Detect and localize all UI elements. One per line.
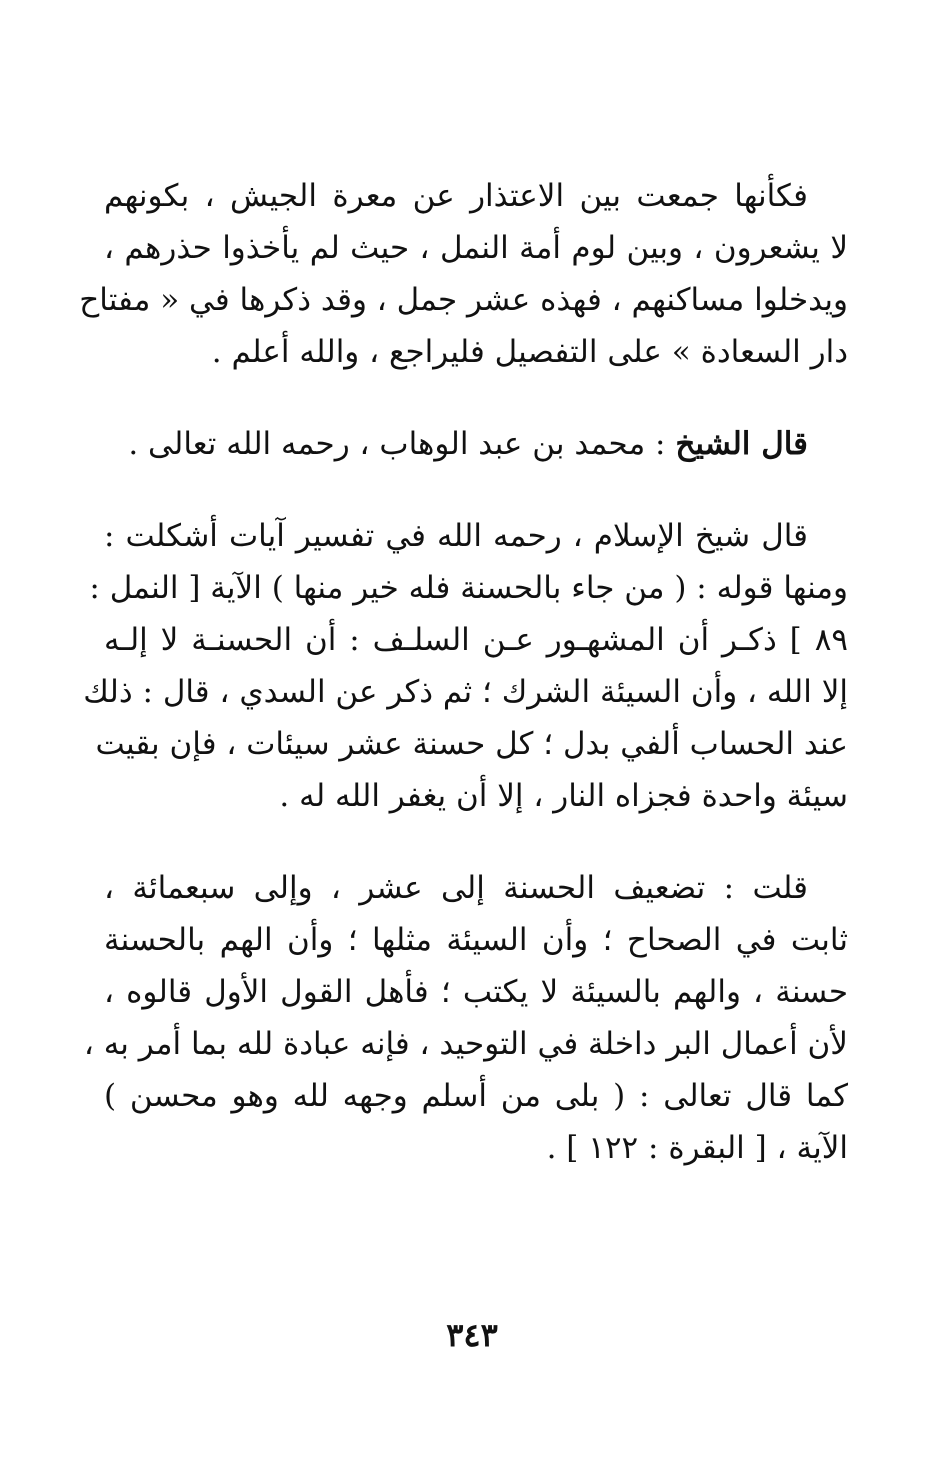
page-number: ٣٤٣	[446, 1316, 498, 1354]
text-line: الآية ، [ البقرة : ١٢٢ ] .	[546, 1130, 848, 1166]
text-line: كما قال تعالى : ( بلى من أسلم وجهه لله وهو محسن )	[104, 1078, 848, 1114]
heading-bold: قال الشيخ	[675, 426, 808, 462]
text-line: ٨٩ ] ذكـر أن المشهـور عـن السلـف : أن الحسنـة لا إلـه	[104, 622, 848, 658]
text-line: قال شيخ الإسلام ، رحمه الله في تفسير آيات أشكلت :	[104, 518, 808, 554]
text-line: عند الحساب ألفي بدل ؛ كل حسنة عشر سيئات ، فإن بقيت	[95, 726, 848, 762]
text-line: ومنها قوله : ( من جاء بالحسنة فله خير منها ) الآية [ النمل :	[89, 570, 848, 606]
text-line: سيئة واحدة فجزاه النار ، إلا أن يغفر الله له .	[279, 778, 848, 814]
text-line: قلت : تضعيف الحسنة إلى عشر ، وإلى سبعمائة ،	[104, 870, 808, 906]
text-line: لا يشعرون ، وبين لوم أمة النمل ، حيث لم يأخذوا حذرهم ،	[104, 230, 848, 266]
text-line: ثابت في الصحاح ؛ وأن السيئة مثلها ؛ وأن الهم بالحسنة	[104, 922, 848, 958]
section-heading	[104, 418, 848, 470]
paragraph-commentary	[83, 862, 848, 1174]
text-line: فكأنها جمعت بين الاعتذار عن معرة الجيش ، بكونهم	[104, 178, 808, 214]
paragraph-quotation	[83, 510, 848, 822]
page-body	[79, 170, 848, 1214]
text-line: إلا الله ، وأن السيئة الشرك ؛ ثم ذكر عن السدي ، قال : ذلك	[83, 674, 848, 710]
text-line: ويدخلوا مساكنهم ، فهذه عشر جمل ، وقد ذكرها في « مفتاح	[79, 282, 848, 318]
heading-rest: : محمد بن عبد الوهاب ، رحمه الله تعالى .	[128, 426, 676, 462]
heading-line	[104, 418, 848, 470]
paragraph-ant-commentary	[79, 170, 848, 378]
text-line: لأن أعمال البر داخلة في التوحيد ، فإنه عبادة لله بما أمر به ،	[83, 1026, 848, 1062]
text-line: دار السعادة » على التفصيل فليراجع ، والله أعلم .	[211, 334, 848, 370]
text-line: حسنة ، والهم بالسيئة لا يكتب ؛ فأهل القول الأول قالوه ،	[104, 974, 848, 1010]
